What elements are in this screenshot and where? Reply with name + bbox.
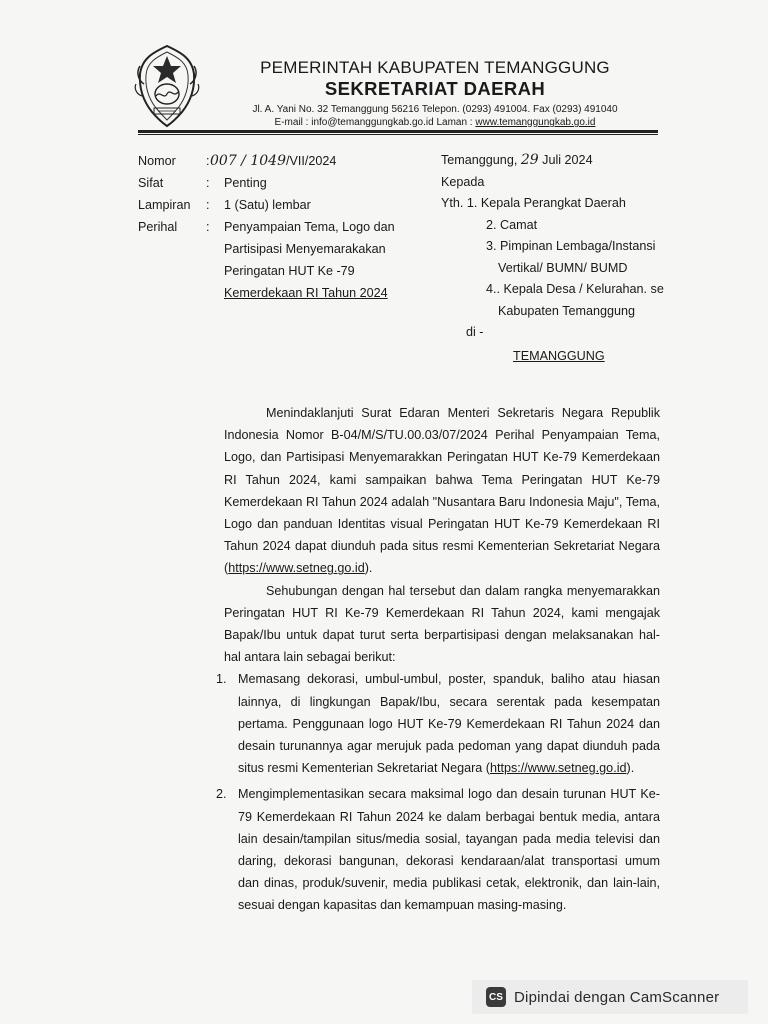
letter-body (216, 402, 660, 917)
list-end: ). (626, 761, 635, 776)
perihal-line: Penyampaian Tema, Logo dan (224, 220, 395, 234)
body-paragraph-2: Sehubungan dengan hal tersebut dan dalam rangka menyemarakkan Peringatan HUT RI Ke-79 Kemerdekaan RI Tahun 2024, kami mengajak Bapak/Ibu untuk dapat turut serta berpartisipasi dengan melaksanakan hal-hal antara lain sebagai berikut: (224, 583, 660, 665)
regency-emblem-icon (134, 44, 200, 128)
di-label: di - (466, 325, 484, 339)
letterhead-thin-rule (138, 134, 658, 135)
setneg-link[interactable]: https://www.setneg.go.id (228, 561, 365, 576)
perihal-line: Peringatan HUT Ke -79 (224, 264, 355, 278)
watermark-text: Dipindai dengan CamScanner (514, 988, 720, 1006)
camscanner-logo-icon: CS (486, 987, 506, 1007)
colon: : (206, 176, 210, 190)
lampiran-value: 1 (Satu) lembar (224, 198, 311, 212)
nomor-number-handwritten: 1049 (250, 153, 286, 169)
letter-date (441, 150, 664, 172)
perihal-line: Partisipasi Menyemarakakan (224, 242, 386, 256)
perihal-label: Perihal (138, 220, 178, 234)
recipient-4: 4.. Kepala Desa / Kelurahan. se (486, 282, 664, 296)
action-list (216, 668, 660, 916)
destination-city: TEMANGGUNG (513, 348, 605, 363)
paragraph-text: Menindaklanjuti Surat Edaran Menteri Sekretaris Negara Republik Indonesia Nomor B-04/M/S/TU.00.03/07/2024 Perihal Penyampaian Tema, Logo, dan Partisipasi Menyemarakkan Peringatan HUT Ke-79 Kemerdekaan RI Tahun 2024, kami sampaikan bahwa Tema Peringatan HUT Ke-79 Kemerdekaan RI Tahun 2024 adalah "Nusantara Baru Indonesia Maju", Tema, Logo dan panduan Identitas visual Peringatan HUT Ke-79 Kemerdekaan RI Tahun 2024 dapat diunduh pada situs resmi Kementerian Sekretariat Negara ( (224, 406, 660, 576)
recipient-4-cont: Kabupaten Temanggung (498, 303, 636, 318)
nomor-prefix-handwritten: 007 (210, 153, 237, 169)
office-contact (215, 116, 655, 129)
list-item (216, 783, 660, 916)
date-month-year: Juli 2024 (542, 153, 593, 167)
list-item (216, 668, 660, 779)
list-text: Memasang dekorasi, umbul-umbul, poster, spanduk, baliho atau hiasan lainnya, di lingkungan Bapak/Ibu, secara serentak pada kesempatan pertama. Penggunaan logo HUT Ke-79 Kemerdekaan RI Tahun 2024 dan desain turunannya agar merujuk pada pedoman yang dapat diunduh pada situs resmi Kementerian Sekretariat Negara ( (238, 672, 660, 776)
colon: : (206, 220, 210, 234)
recipient-3-cont: Vertikal/ BUMN/ BUMD (498, 260, 628, 275)
website-link[interactable]: www.temanggungkab.go.id (475, 117, 596, 128)
nomor-separator: / (236, 153, 251, 169)
email-text: E-mail : info@temanggungkab.go.id Laman : (274, 117, 476, 128)
kepada-label: Kepada (441, 174, 485, 189)
camscanner-watermark (472, 980, 748, 1014)
date-day-handwritten: 29 (520, 152, 539, 168)
nomor-suffix: /VII/2024 (286, 154, 337, 168)
recipient-3: 3. Pimpinan Lembaga/Instansi (486, 239, 656, 253)
addressee-block (441, 150, 664, 367)
department-name: SEKRETARIAT DAERAH (324, 78, 546, 99)
list-text: Mengimplementasikan secara maksimal logo dan desain turunan HUT Ke-79 Kemerdekaan RI Tahun 2024 ke dalam berbagai bentuk media, antara lain desain/tampilan situs/media sosial, tayangan pada media televisi dan daring, dekorasi bangunan, dekorasi kendaraan/alat transportasi umum dan dinas, produk/suvenir, media publikasi cetak, elektronik, dan lain-lain, sesuai dengan kapasitas dan kemampuan masing-masing. (238, 787, 660, 913)
nomor-label: Nomor (138, 154, 176, 168)
colon: : (206, 198, 210, 212)
perihal-line: Kemerdekaan RI Tahun 2024 (224, 286, 388, 300)
government-name: PEMERINTAH KABUPATEN TEMANGGUNG (260, 58, 610, 77)
recipient-2: 2. Camat (486, 217, 538, 232)
colon: : (206, 154, 210, 168)
recipient-1: Yth. 1. Kepala Perangkat Daerah (441, 196, 626, 210)
letterhead (215, 58, 655, 129)
perihal-value (224, 216, 395, 304)
body-paragraph-1 (224, 402, 660, 580)
sifat-value: Penting (224, 176, 267, 190)
office-address: Jl. A. Yani No. 32 Temanggung 56216 Telepon. (0293) 491004. Fax (0293) 491040 (252, 104, 618, 115)
list-number: 2. (216, 787, 227, 802)
lampiran-label: Lampiran (138, 198, 191, 212)
list-number: 1. (216, 672, 227, 687)
paragraph-end: ). (364, 561, 373, 576)
nomor-value (210, 150, 336, 172)
letterhead-thick-rule (138, 130, 658, 133)
setneg-link[interactable]: https://www.setneg.go.id (489, 761, 627, 776)
sifat-label: Sifat (138, 176, 164, 190)
date-place: Temanggung, (441, 153, 518, 167)
